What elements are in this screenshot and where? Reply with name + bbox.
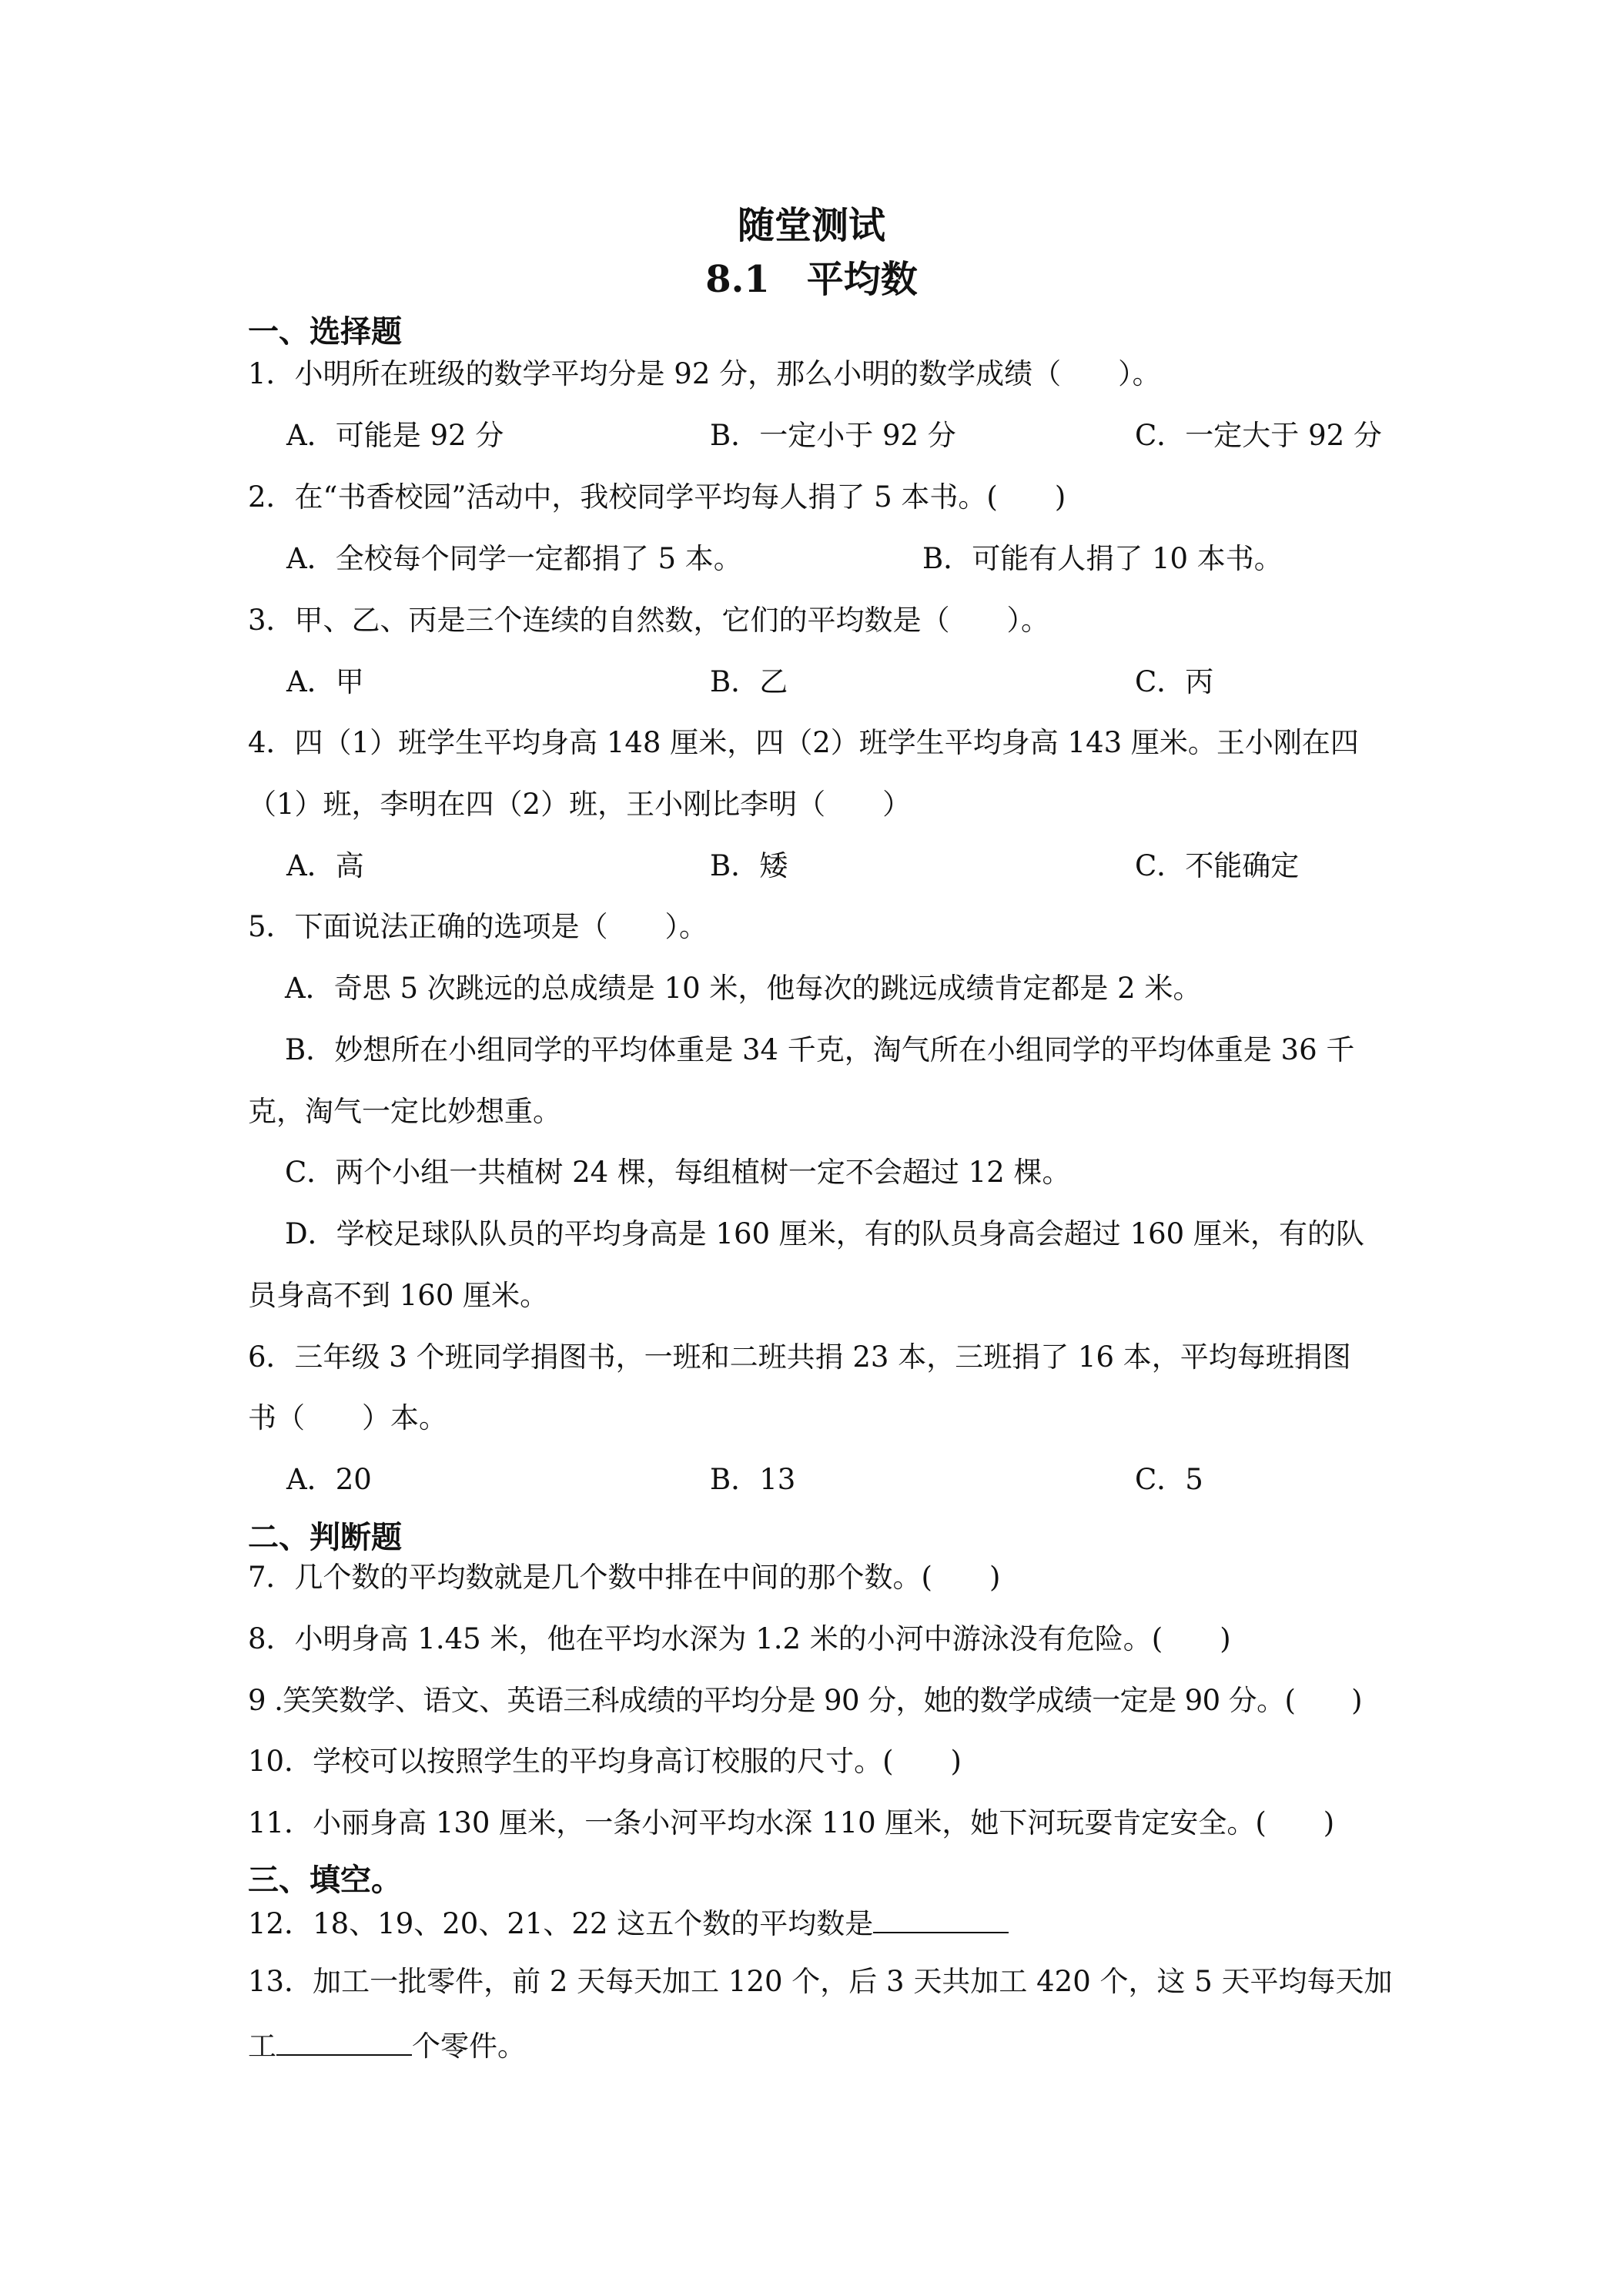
question-3-option-c: C．丙 [1135,665,1214,698]
question-6-stem-line2: 书（ ）本。 [248,1401,447,1434]
question-4-stem-line1: 4．四（1）班学生平均身高 148 厘米，四（2）班学生平均身高 143 厘米。王小刚在四 [248,726,1359,759]
question-8: 8．小明身高 1.45 米，他在平均水深为 1.2 米的小河中游泳没有危险。( ) [248,1622,1231,1655]
question-12 [248,1901,1009,1944]
question-5-stem: 5．下面说法正确的选项是（ ）。 [248,910,708,943]
question-2-stem: 2．在“书香校园”活动中，我校同学平均每人捐了 5 本书。( ) [248,480,1066,514]
answer-blank-12[interactable] [873,1901,1009,1933]
question-7: 7．几个数的平均数就是几个数中排在中间的那个数。( ) [248,1561,1001,1594]
question-1-option-c: C．一定大于 92 分 [1135,419,1382,452]
question-11: 11．小丽身高 130 厘米，一条小河平均水深 110 厘米，她下河玩耍肯定安全。( ) [248,1806,1335,1839]
question-5-option-b-line2: 克，淘气一定比妙想重。 [248,1095,561,1128]
question-6-option-b: B．13 [710,1463,796,1496]
question-5-option-a: A．奇思 5 次跳远的总成绩是 10 米，他每次的跳远成绩肯定都是 2 米。 [285,972,1202,1005]
page-subtitle: 8.1 平均数 [705,258,918,301]
question-2-option-b: B．可能有人捐了 10 本书。 [922,542,1283,575]
question-3-stem: 3．甲、乙、丙是三个连续的自然数，它们的平均数是（ ）。 [248,604,1050,637]
question-9: 9 .笑笑数学、语文、英语三科成绩的平均分是 90 分，她的数学成绩一定是 90 分。( ) [248,1684,1362,1717]
question-13-line2 [248,2023,526,2067]
question-6-option-a: A．20 [286,1463,372,1496]
page-title: 随堂测试 [737,204,885,247]
question-1-stem: 1．小明所在班级的数学平均分是 92 分，那么小明的数学成绩（ ）。 [248,357,1161,390]
question-4-option-b: B．矮 [710,849,788,882]
question-4-option-a: A．高 [286,849,364,882]
question-1-option-b: B．一定小于 92 分 [710,419,956,452]
question-5-option-d-line2: 员身高不到 160 厘米。 [248,1279,549,1312]
question-5-option-b-line1: B．妙想所在小组同学的平均体重是 34 千克，淘气所在小组同学的平均体重是 36 千 [285,1033,1355,1066]
section-heading-choice: 一、选择题 [248,314,402,350]
question-4-stem-line2: （1）班，李明在四（2）班，王小刚比李明（ ） [248,788,912,821]
question-5-option-d-line1: D．学校足球队队员的平均身高是 160 厘米，有的队员身高会超过 160 厘米，有的队 [285,1217,1364,1250]
question-13-text-pre: 工 [248,2030,276,2063]
answer-blank-13[interactable] [276,2023,412,2056]
question-12-text: 12．18、19、20、21、22 这五个数的平均数是 [248,1907,874,1940]
question-6-stem-line1: 6．三年级 3 个班同学捐图书，一班和二班共捐 23 本，三班捐了 16 本，平均每班捐图 [248,1340,1351,1374]
question-13-text-post: 个零件。 [412,2030,526,2063]
question-3-option-a: A．甲 [286,665,364,698]
question-1-option-a: A．可能是 92 分 [286,419,504,452]
question-2-option-a: A．全校每个同学一定都捐了 5 本。 [286,542,742,575]
question-13-line1: 13．加工一批零件，前 2 天每天加工 120 个，后 3 天共加工 420 个，这 5 天平均每天加 [248,1965,1393,1998]
question-5-option-c: C．两个小组一共植树 24 棵，每组植树一定不会超过 12 棵。 [285,1156,1071,1189]
question-3-option-b: B．乙 [710,665,788,698]
question-10: 10．学校可以按照学生的平均身高订校服的尺寸。( ) [248,1745,962,1778]
section-heading-judgement: 二、判断题 [248,1520,402,1555]
section-heading-fill-blank: 三、填空。 [248,1863,402,1898]
question-4-option-c: C．不能确定 [1135,849,1300,882]
question-6-option-c: C．5 [1135,1463,1203,1496]
